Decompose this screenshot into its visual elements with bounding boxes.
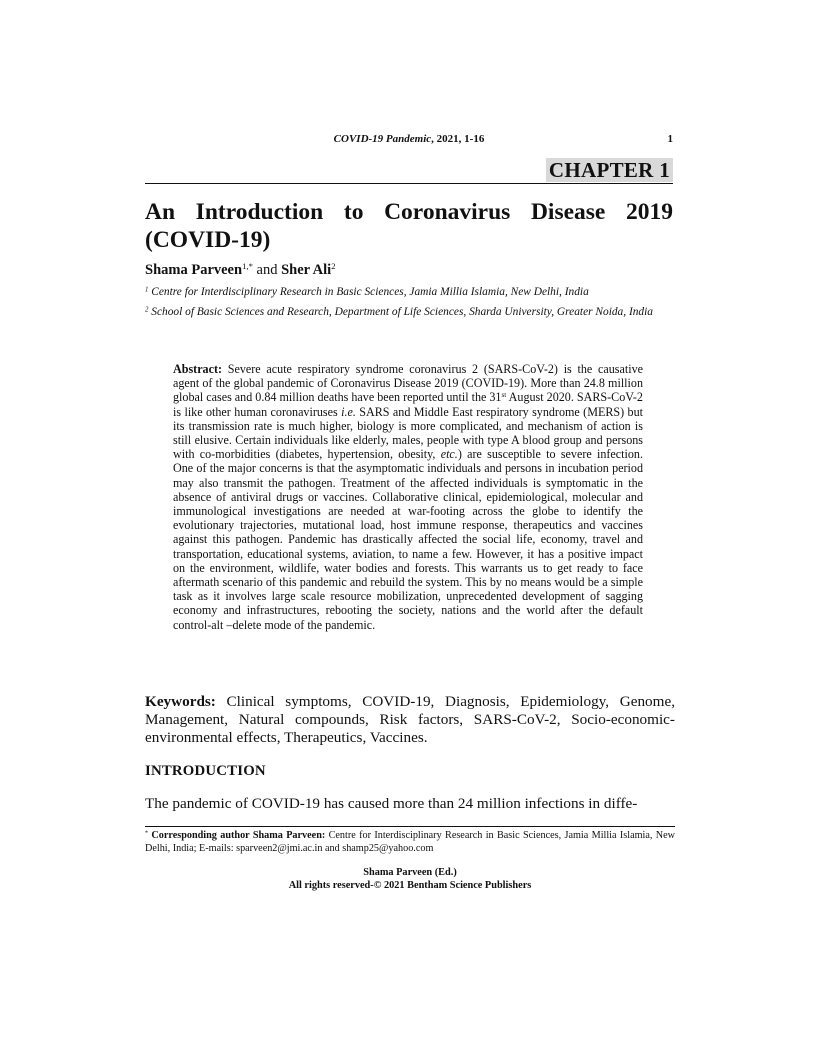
abstract-etc: etc. [440, 447, 458, 462]
author-1: Shama Parveen [145, 262, 243, 278]
keywords [145, 693, 675, 747]
footnote-label: Corresponding author Shama Parveen: [151, 830, 326, 841]
abstract [173, 362, 643, 632]
keywords-label: Keywords: [145, 693, 216, 710]
author-2-affiliation-marker: 2 [331, 261, 336, 272]
keywords-text: Clinical symptoms, COVID-19, Diagnosis, Epidemiology, Genome, Management, Natural compounds, Risk factors, SARS-CoV-2, Socio-economic-environmental effects, Therapeutics, Vaccines. [145, 693, 675, 746]
abstract-ie: i.e. [341, 404, 356, 419]
chapter-label: CHAPTER 1 [546, 158, 673, 182]
affiliation-1-text: Centre for Interdisciplinary Research in Basic Sciences, Jamia Millia Islamia, New Delhi, India [148, 286, 589, 298]
journal-citation [145, 133, 673, 145]
rights-line: All rights reserved-© 2021 Bentham Science Publishers [288, 879, 532, 891]
running-head [145, 133, 673, 151]
author-conjunction: and [252, 262, 282, 278]
publisher-notice [145, 867, 675, 892]
abstract-text-2: August 2020. SARS-CoV-2 is like other human coronaviruses [173, 390, 643, 419]
page-number: 1 [667, 133, 673, 145]
affiliation-2-number: 2 [145, 306, 149, 314]
introduction-first-line: The pandemic of COVID-19 has caused more than 24 million infections in diffe- [145, 795, 638, 812]
title-line-1: An Introduction to Coronavirus Disease 2019 [145, 199, 673, 225]
footnote-text: Centre for Interdisciplinary Research in Basic Sciences, Jamia Millia Islamia, New Delhi, India; E-mails: sparveen2@jmi.ac.in and shamp25@yahoo.com [145, 830, 676, 854]
corresponding-author-footnote [145, 829, 675, 855]
affiliation-1 [145, 284, 675, 300]
footnote-marker: * [145, 830, 149, 837]
chapter-title [145, 198, 673, 254]
abstract-label: Abstract: [173, 362, 223, 376]
author-list [145, 262, 336, 279]
journal-name: COVID-19 Pandemic [333, 133, 432, 145]
footnote-divider [145, 826, 675, 827]
affiliation-1-number: 1 [145, 286, 149, 294]
date-superscript: st [501, 391, 507, 400]
abstract-text-3: SARS and Middle East respiratory syndrome (MERS) but its transmission rate is much higher, biology is more complicated, and mechanism of action is still elusive. Certain individuals like elderly, males, people with type A blood group and persons with co-morbidities (diabetes, hypertension, obesity, [173, 404, 643, 462]
abstract-text-1: Severe acute respiratory syndrome coronavirus 2 (SARS-CoV-2) is the causative agent of the global pandemic of Coronavirus Disease 2019 (COVID-19). More than 24.8 million global cases and 0.84 million deaths have been reported until the 31 [173, 362, 643, 405]
chapter-divider [145, 183, 673, 184]
affiliation-2-text: School of Basic Sciences and Research, Department of Life Sciences, Sharda University, Greater Noida, India [148, 306, 653, 318]
affiliation-2 [145, 304, 675, 320]
editor-line: Shama Parveen (Ed.) [363, 867, 457, 878]
journal-details: , 2021, 1-16 [431, 133, 485, 145]
title-line-2: (COVID-19) [145, 227, 271, 253]
author-2: Sher Ali [281, 262, 332, 278]
author-1-affiliation-marker: 1,* [242, 261, 253, 272]
section-heading-introduction: INTRODUCTION [145, 763, 266, 779]
abstract-text-4: ) are susceptible to severe infection. One of the major concerns is that the asymptomatic individuals and persons in incubation period may also transmit the pathogen. Treatment of the affected individuals is symptomatic in the absence of antiviral drugs or vaccines. Collaborative clinical, epidemiological, molecular and immunological investigations are needed at war-footing across the globe to identify the evolutionary trajectories, mutational load, host immune response, therapeutics and vaccines against this pathogen. Pandemic has drastically affected the social life, economy, travel and transportation, educational systems, aviation, to name a few. However, it has a positive impact on the environment, wildlife, water bodies and forests. This warrants us to get ready to face aftermath scenario of this pandemic and rebuild the system. This by no means would be a simple task as it involves large scale resource mobilization, unprecedented development of sagging economy and infrastructures, rebooting the society, nations and the world after the default control-alt –delete mode of the pandemic. [173, 447, 643, 632]
